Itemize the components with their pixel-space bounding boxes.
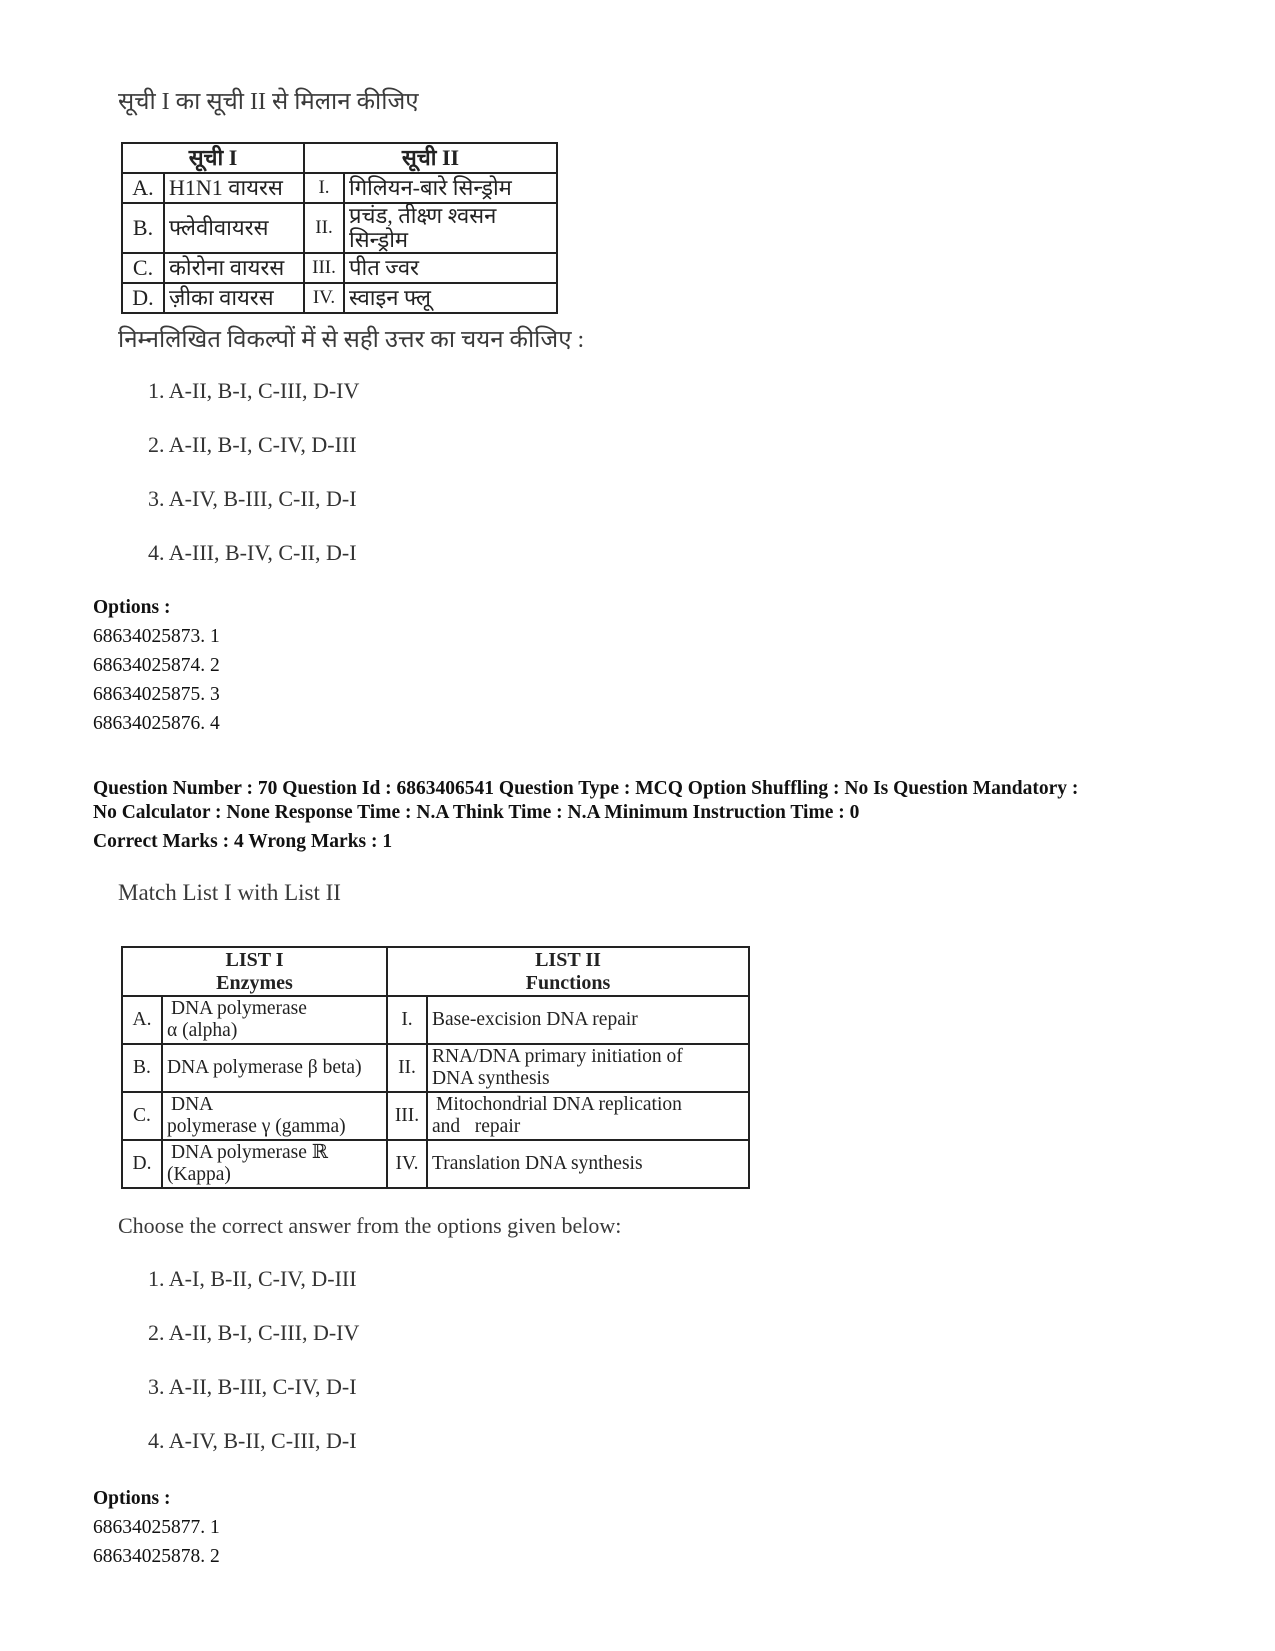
list2-item: स्वाइन फ्लू (344, 283, 557, 313)
q69-instruction: निम्नलिखित विकल्पों में से सही उत्तर का चयन कीजिए : (118, 327, 585, 353)
list2-item-line2: DNA synthesis (432, 1068, 550, 1089)
row-letter: B. (122, 203, 164, 253)
row-roman: III. (304, 253, 344, 283)
list2-item (427, 996, 749, 1044)
row-letter: B. (122, 1044, 162, 1092)
row-letter: A. (122, 173, 164, 203)
q70-choice-3: 3. A-II, B-III, C-IV, D-I (148, 1374, 357, 1399)
q70-meta-line2: No Calculator : None Response Time : N.A Think Time : N.A Minimum Instruction Time : 0 (93, 802, 860, 823)
list1-item: H1N1 वायरस (164, 173, 304, 203)
list1-item-line2: α (alpha) (167, 1020, 238, 1041)
row-letter: D. (122, 283, 164, 313)
table-row (122, 1044, 749, 1092)
list1-item-line2: (Kappa) (167, 1164, 231, 1185)
list2-header: सूची II (304, 143, 557, 173)
row-letter: C. (122, 1092, 162, 1140)
q69-option-4: 68634025876. 4 (93, 713, 220, 734)
list1-subtitle: Enzymes (216, 971, 293, 994)
row-roman: I. (304, 173, 344, 203)
table-row (122, 253, 557, 283)
q69-match-table (121, 142, 558, 314)
table-header-row (122, 947, 749, 996)
list2-item: प्रचंड, तीक्ष्ण श्वसन सिन्ड्रोम (344, 203, 557, 253)
list2-item (427, 1140, 749, 1188)
list2-item: पीत ज्वर (344, 253, 557, 283)
q70-instruction: Choose the correct answer from the options given below: (118, 1213, 622, 1238)
table-row (122, 173, 557, 203)
q69-option-2: 68634025874. 2 (93, 655, 220, 676)
table-row (122, 1092, 749, 1140)
row-roman: II. (387, 1044, 427, 1092)
q70-choice-2: 2. A-II, B-I, C-III, D-IV (148, 1320, 360, 1345)
list1-header (122, 947, 387, 996)
list1-item (162, 1140, 387, 1188)
list2-item (427, 1092, 749, 1140)
q70-options-label: Options : (93, 1488, 171, 1509)
q69-options-label: Options : (93, 597, 171, 618)
q70-choice-1: 1. A-I, B-II, C-IV, D-III (148, 1266, 357, 1291)
q69-heading: सूची I का सूची II से मिलान कीजिए (118, 89, 419, 115)
q70-marks: Correct Marks : 4 Wrong Marks : 1 (93, 831, 393, 852)
table-row (122, 283, 557, 313)
list1-title: LIST I (225, 948, 284, 971)
row-roman: II. (304, 203, 344, 253)
q70-option-2: 68634025878. 2 (93, 1546, 220, 1567)
list2-item-line1: Translation DNA synthesis (432, 1153, 643, 1174)
row-roman: IV. (304, 283, 344, 313)
q69-choice-2: 2. A-II, B-I, C-IV, D-III (148, 432, 357, 457)
list1-item-line1: DNA (171, 1094, 214, 1115)
list1-item-line1: DNA polymerase β beta) (167, 1057, 362, 1078)
list1-item-line1: DNA polymerase (171, 998, 307, 1019)
q70-choice-4: 4. A-IV, B-II, C-III, D-I (148, 1428, 357, 1453)
row-roman: IV. (387, 1140, 427, 1188)
list1-item (162, 1092, 387, 1140)
list2-item (427, 1044, 749, 1092)
list2-header (387, 947, 749, 996)
row-roman: I. (387, 996, 427, 1044)
list2-subtitle: Functions (525, 971, 611, 994)
row-letter: A. (122, 996, 162, 1044)
list2-item-line2: and repair (432, 1116, 521, 1137)
list1-item: फ्लेवीवायरस (164, 203, 304, 253)
q69-option-3: 68634025875. 3 (93, 684, 220, 705)
q69-option-1: 68634025873. 1 (93, 626, 220, 647)
list1-header: सूची I (122, 143, 304, 173)
list2-item-line1: Base-excision DNA repair (432, 1009, 638, 1030)
row-roman: III. (387, 1092, 427, 1140)
q69-choice-3: 3. A-IV, B-III, C-II, D-I (148, 486, 357, 511)
table-row (122, 996, 749, 1044)
q70-match-table (121, 946, 750, 1189)
list1-item (162, 996, 387, 1044)
row-letter: C. (122, 253, 164, 283)
row-letter: D. (122, 1140, 162, 1188)
table-header-row (122, 143, 557, 173)
list1-item: ज़ीका वायरस (164, 283, 304, 313)
q69-choice-1: 1. A-II, B-I, C-III, D-IV (148, 378, 360, 403)
list1-item-line1: DNA polymerase ℝ (171, 1142, 329, 1163)
list2-item-line1: Mitochondrial DNA replication (436, 1094, 682, 1115)
table-row (122, 1140, 749, 1188)
q69-choice-4: 4. A-III, B-IV, C-II, D-I (148, 540, 357, 565)
q70-meta-line1: Question Number : 70 Question Id : 6863406541 Question Type : MCQ Option Shuffling : No Is Question Mandatory : (93, 778, 1079, 799)
q70-heading: Match List I with List II (118, 880, 341, 905)
list2-item: गिलियन-बारे सिन्ड्रोम (344, 173, 557, 203)
list2-item-line1: RNA/DNA primary initiation of (432, 1046, 683, 1067)
list2-title: LIST II (535, 948, 601, 971)
list1-item-line2: polymerase γ (gamma) (167, 1116, 346, 1137)
list1-item (162, 1044, 387, 1092)
q70-option-1: 68634025877. 1 (93, 1517, 220, 1538)
list1-item: कोरोना वायरस (164, 253, 304, 283)
table-row (122, 203, 557, 253)
